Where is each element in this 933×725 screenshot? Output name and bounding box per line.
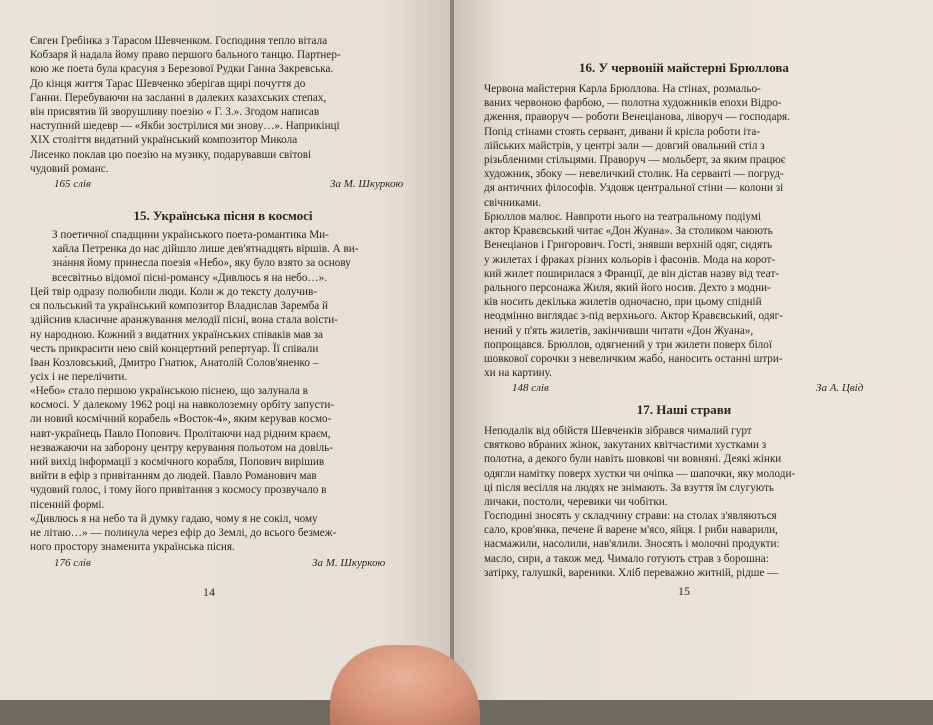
text-line: лійських майстрів, у центрі зали — довгий овальний стіл з: [484, 139, 765, 152]
text-line: чудовий романс.: [30, 162, 109, 175]
text-line: дження, праворуч — роботи Венеціанова, ліворуч — господаря.: [484, 111, 790, 124]
text-line: кий жилет поширилася з Франції, де він дістав назву від теат-: [484, 267, 780, 280]
text-line: наступний шедевр — «Якби зострілися ми знову…». Наприкінці: [30, 120, 340, 133]
text-line: ного простору знаменита українська пісня.: [30, 541, 235, 554]
text-line: Господині зносять у складчину страви: на столах з'являються: [484, 510, 777, 522]
text-line: свічниками.: [484, 196, 542, 209]
paragraph: [484, 82, 884, 210]
text-line: Євген Гребінка з Тарасом Шевченком. Господиня тепло вітала: [30, 35, 328, 47]
text-line: одягли намітку поверх хустки чи очіпка — шапочки, яку молоди-: [484, 467, 796, 480]
paragraph: [484, 424, 884, 509]
text-line: ці після весілля на людях не знімають. За взуття їм слугують: [484, 481, 775, 494]
section-title: 16. У червоній майстерні Брюллова: [579, 60, 789, 75]
left-page: [0, 0, 452, 700]
text-line: Брюллов малює. Навпроти нього на театральному подіумі: [484, 211, 762, 223]
text-line: ну народною. Кожний з видатних українських співаків мав за: [30, 328, 324, 341]
text-line: полотна, а декого були навіть шовкові чи вовняні. Деякі жінки: [484, 453, 782, 466]
text-line: насмажили, насолили, нав'ялили. Зносять і молочні продукти:: [484, 538, 780, 551]
text-line: усіх і не перелічити.: [30, 371, 128, 384]
paragraph: [30, 384, 416, 512]
text-line: Неподалік від обійстя Шевченків зібрався чималий гурт: [484, 425, 752, 437]
text-line: Червона майстерня Карла Брюллова. На стінах, розмальо-: [484, 83, 761, 95]
text-line: навт-українець Павло Попович. Пролітаючи над рідним краєм,: [30, 427, 331, 440]
text-line: пісенній формі.: [30, 498, 105, 511]
text-line: затірку, галушкй, вареники. Хліб переважно житній, рідше —: [484, 566, 779, 579]
paragraph: [30, 285, 416, 384]
source-attribution: За М. Шкуркою: [312, 557, 386, 569]
text-line: актор Кравєвський читає «Дон Жуана». За столиком чаюють: [484, 225, 773, 238]
page-number: 14: [203, 585, 215, 599]
text-line: різьбленими стільцями. Праворуч — мольберт, за яким працює: [484, 154, 786, 167]
text-line: попрощався. Брюллов, одягнений у три жилети поверх білої: [484, 338, 772, 351]
word-count: 165 слів: [54, 178, 91, 190]
text-line: ваних червоною фарбою, — полотна художників епохи Відро-: [484, 97, 782, 110]
text-line: З поетичної спадщини українського поета-романтика Ми-: [52, 229, 329, 241]
text-line: До кінця життя Тарас Шевченко зберігав щирі почуття до: [30, 77, 306, 90]
source-attribution: За А. Цвід: [816, 382, 864, 394]
page-number: 15: [678, 584, 690, 598]
text-line: Венеціанов і Григорович. Гості, знявши верхній одяг, сидять: [484, 239, 773, 252]
intro-paragraph: [30, 34, 416, 176]
word-count: 176 слів: [54, 557, 91, 569]
right-page: [454, 0, 933, 700]
word-count: 148 слів: [512, 382, 549, 394]
section-title: 17. Наші страви: [636, 402, 732, 417]
text-line: «Дивлюсь я на небо та й думку гадаю, чому я не сокіл, чому: [30, 513, 318, 525]
section-title: 15. Українська пісня в космосі: [133, 208, 313, 223]
text-line: Лисенко поклав цю поезію на музику, подарувавши світові: [30, 148, 312, 161]
paragraph: [30, 228, 416, 285]
text-line: всесвітньо відомої пісні-романсу «Дивлюсь я на небо…».: [52, 271, 328, 284]
text-line: хайла Петренка до нас дійшло лише дев'ятнадцять віршів. А ви-: [52, 243, 359, 256]
text-line: художник, збоку — невеличкий столик. На серванті — погруд-: [484, 168, 784, 181]
source-attribution: За М. Шкуркою: [330, 178, 404, 190]
text-line: Ганни. Перебуваючи на засланні в далеких казахських степах,: [30, 91, 327, 104]
text-line: космосі. У далекому 1962 році на навколоземну орбіту запусти-: [30, 399, 335, 412]
text-line: святково вбраних жінок, закутаних квітчастими хустками з: [484, 439, 767, 452]
paragraph: [484, 210, 884, 380]
text-line: честь прикрасити нею свій концертний репертуар. Її співали: [30, 342, 319, 355]
paragraph: [484, 509, 884, 580]
text-line: Іван Козловський, Дмитро Гнатюк, Анатолій Солов'яненко –: [30, 357, 319, 370]
text-line: у жилетах і фраках різних кольорів і фасонів. Мода на корот-: [484, 253, 776, 266]
text-line: неодмінно виглядає з-під верхнього. Актор Кравєвський, одяг-: [484, 310, 783, 323]
text-line: ний вихід інформації з космічного корабля, Попович вирішив: [30, 456, 325, 469]
text-line: зна́ння йому принесла поезія «Небо», яку було взято за основу: [52, 257, 351, 270]
paragraph: [30, 512, 416, 555]
text-line: вийти в ефір з привітанням до людей. Павло Романович мав: [30, 470, 317, 483]
text-line: незважаючи на заборону центру керування польотом на довіль-: [30, 441, 334, 454]
text-line: Кобзаря й надала йому право першого бального танцю. Партнер-: [30, 49, 341, 62]
text-line: рального персонажа Жиля, який його носив. Дехто з модни-: [484, 282, 771, 295]
text-line: сало, кров'янка, печене й варене м'ясо, яйця. І риби наварили,: [484, 524, 778, 537]
text-line: личаки, постоли, черевики чи чобітки.: [484, 496, 668, 509]
text-line: «Небо» стало першою українською піснею, що залунала в: [30, 385, 308, 397]
text-line: хи на картину.: [484, 367, 552, 380]
text-line: масло, сири, а також мед. Чимало готують страв з борошна:: [484, 552, 769, 565]
text-line: ся польський та український композитор Владислав Заремба й: [30, 300, 329, 313]
text-line: здійснив класичне аранжування мелодії пісні, вона стала воісти-: [30, 314, 338, 327]
text-line: Цей твір одразу полюбили люди. Коли ж до тексту долучив-: [30, 286, 318, 298]
text-line: він присвятив їй зворушливу поезію « Г. З.». Згодом написав: [30, 106, 320, 119]
text-line: кою же поета була красуня з Березової Рудки Ганна Закревська.: [30, 63, 334, 76]
text-line: чудовий голос, і тому його привітання з космосу прозвучало в: [30, 484, 327, 497]
text-line: дя античних філософів. Уздовж центральної стіни — колони зі: [484, 182, 784, 195]
text-line: XIX століття видатний український композитор Микола: [30, 134, 298, 147]
text-line: не літаю…» — полинула через ефір до Землі, до всього безмеж-: [30, 527, 337, 540]
text-line: шовкової сорочки з невеличким жабо́, наносить останні штри-: [484, 353, 783, 366]
text-line: нений у п'ять жилетів, закінчивши читати «Дон Жуана»,: [484, 324, 754, 337]
text-line: ли новий космічний корабель «Восток-4», яким керував космо-: [30, 413, 332, 426]
text-line: ків носить декілька жилетів одночасно, при цьому спідній: [484, 296, 762, 309]
text-line: Попід стінами стоять сервант, дивани й крісла роботи іта-: [484, 125, 761, 138]
